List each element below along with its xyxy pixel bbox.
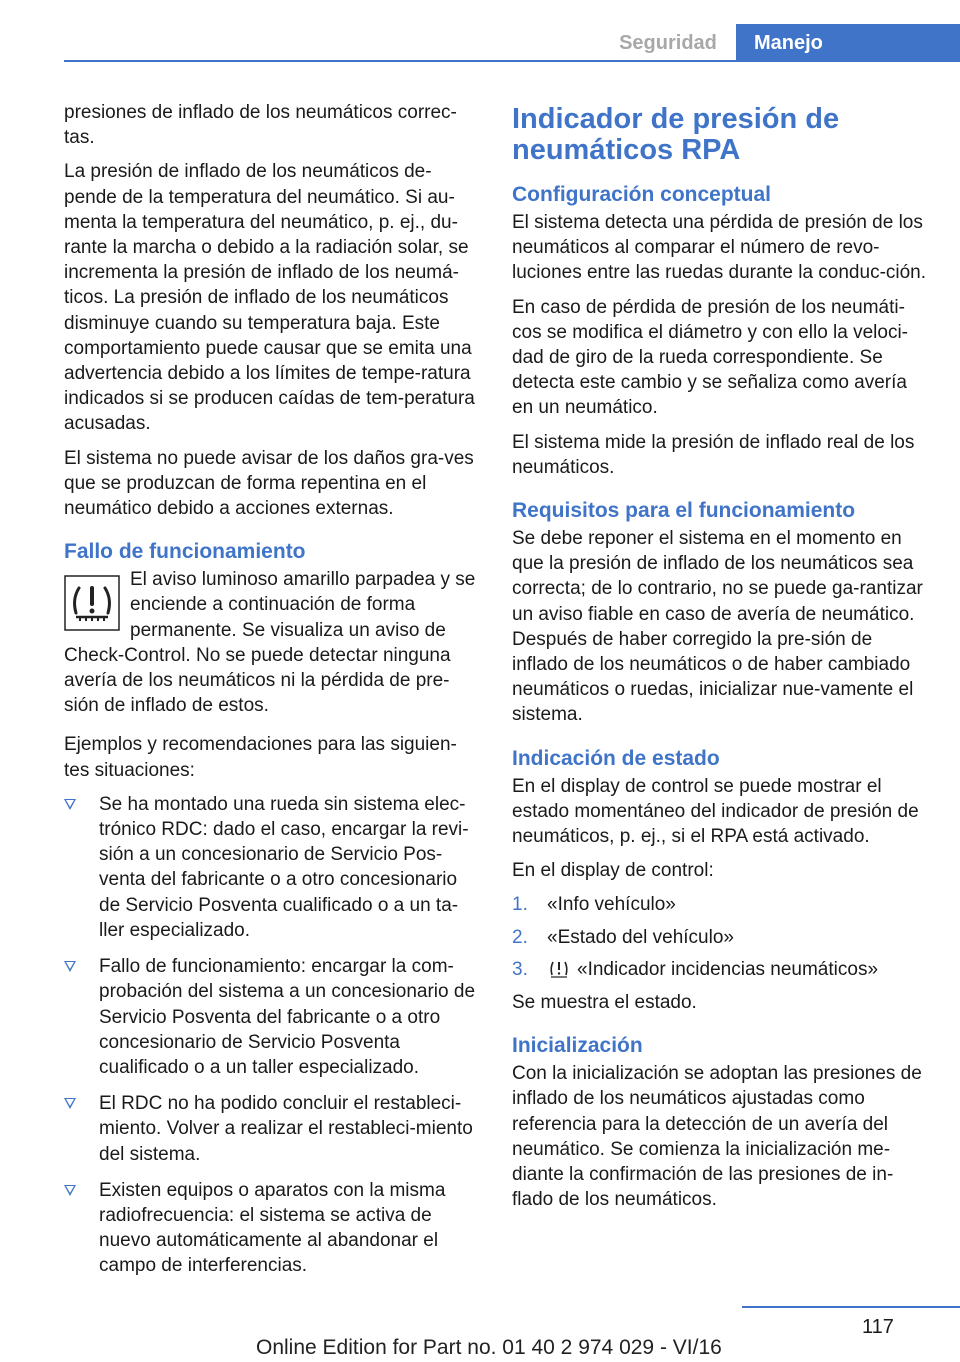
paragraph: Se muestra el estado. (512, 992, 697, 1014)
bullet-triangle-icon (64, 1185, 76, 1196)
paragraph: presiones de inflado de los neumáticos correc‐tas. (64, 102, 457, 149)
paragraph: Se debe reponer el sistema en el momento en que la presión de inflado de los neumáticos sea correcta; de lo contrario, no se puede ga‐rantizar un aviso fiable en caso de avería de neumático. Después de haber corregido la pre‐sión de inflado de los neumáticos o de haber cambiado neumáticos o ruedas, inicializar nue‐vamente el sistema. (512, 528, 923, 726)
paragraph: Con la inicialización se adoptan las presiones de inflado de los neumáticos ajustadas como referencia para la detección de un avería del neumático. Se comienza la inicialización me‐diante la confirmación de las presiones de in‐flado de los neumáticos. (512, 1063, 922, 1211)
section-heading-estado: Indicación de estado (512, 746, 720, 770)
list-item: Fallo de funcionamiento: encargar la com‐probación del sistema a un concesionario de Servicio Posventa del fabricante o a otro concesionario de Servicio Posventa cualificado o a un taller especializado. (64, 954, 482, 1080)
paragraph: La presión de inflado de los neumáticos de‐pende de la temperatura del neumático. Si au‐menta la temperatura del neumático, p. ej., du‐rante la marcha o debido a la radiación solar, se incrementa la presión de inflado de los neumá‐ticos. La presión de inflado de los neumáticos disminuye cuando su temperatura baja. Este comportamiento puede causar que se emita una advertencia debido a los límites de tempe‐ratura indicados si se producen caídas de tem‐peratura acusadas. (64, 161, 475, 435)
examples-intro: Ejemplos y recomendaciones para las siguien‐tes situaciones: (64, 734, 457, 781)
header-rule (64, 60, 960, 62)
paragraph: El sistema detecta una pérdida de presión de los neumáticos al comparar el número de revo‐luciones entre las ruedas durante la conduc‐ción. (512, 212, 927, 284)
list-item: Se ha montado una rueda sin sistema elec‐trónico RDC: dado el caso, encargar la revi‐sión a un concesionario de Servicio Pos‐venta del fabricante o a otro concesionario de Servicio Posventa cualificado o a un ta‐ller especializado. (64, 792, 482, 943)
bullet-triangle-icon (64, 961, 76, 972)
paragraph: El sistema no puede avisar de los daños gra‐ves que se produzcan de forma repentina en el neumático debido a acciones externas. (64, 447, 474, 520)
examples-list (64, 792, 482, 1279)
right-column (512, 100, 930, 1222)
list-item: 1. «Info vehículo» (512, 894, 676, 916)
paragraph: En el display de control: (512, 860, 714, 882)
section-heading-fallo: Fallo de funcionamiento (64, 540, 306, 564)
tab-seguridad[interactable]: Seguridad (619, 32, 717, 54)
left-column (64, 100, 482, 1290)
section-heading-inicializacion: Inicialización (512, 1034, 643, 1058)
bullet-triangle-icon (64, 1098, 76, 1109)
fault-description-first: El aviso luminoso amarillo parpadea y se enciende a continuación de forma permanente. Se visualiza un aviso de (130, 569, 476, 641)
paragraph: El sistema mide la presión de inflado real de los neumáticos. (512, 431, 915, 478)
page-title: Indicador de presión de neumáticos RPA (512, 103, 840, 166)
fault-description-rest: Check-Control. No se puede detectar ninguna avería de los neumáticos ni la pérdida de pre‐sión de inflado de estos. (64, 644, 451, 717)
fault-warning-block (64, 567, 482, 643)
footer-rule (742, 1306, 960, 1308)
tab-manejo[interactable] (736, 24, 960, 61)
tab-manejo-label: Manejo (754, 32, 823, 54)
section-heading-requisitos: Requisitos para el funcionamiento (512, 499, 856, 523)
tire-warning-small-icon (547, 959, 571, 979)
bullet-triangle-icon (64, 799, 76, 810)
section-heading-configuracion: Configuración conceptual (512, 183, 772, 206)
paragraph: En caso de pérdida de presión de los neumáti‐cos se modifica el diámetro y con ello la veloci‐dad de giro de la rueda correspondiente. Se detecta este cambio y se señaliza como avería en un neumático. (512, 296, 909, 419)
list-item: 3. «Indicador incidencias neumáticos» (512, 958, 879, 980)
list-item: 2. «Estado del vehículo» (512, 926, 734, 948)
page-number: 117 (862, 1316, 894, 1338)
list-item: Existen equipos o aparatos con la misma radiofrecuencia: el sistema se activa de nuevo automáticamente al abandonar el campo de interferencias. (64, 1178, 482, 1279)
list-item: El RDC no ha podido concluir el restableci‐miento. Volver a realizar el restableci‐miento del sistema. (64, 1091, 482, 1167)
steps-list (512, 892, 930, 982)
edition-footer: Online Edition for Part no. 01 40 2 974 029 - VI/16 (256, 1336, 722, 1359)
paragraph: En el display de control se puede mostrar el estado momentáneo del indicador de presión de neumáticos, p. ej., si el RPA está activado. (512, 775, 919, 848)
tire-pressure-warning-icon (64, 575, 120, 631)
